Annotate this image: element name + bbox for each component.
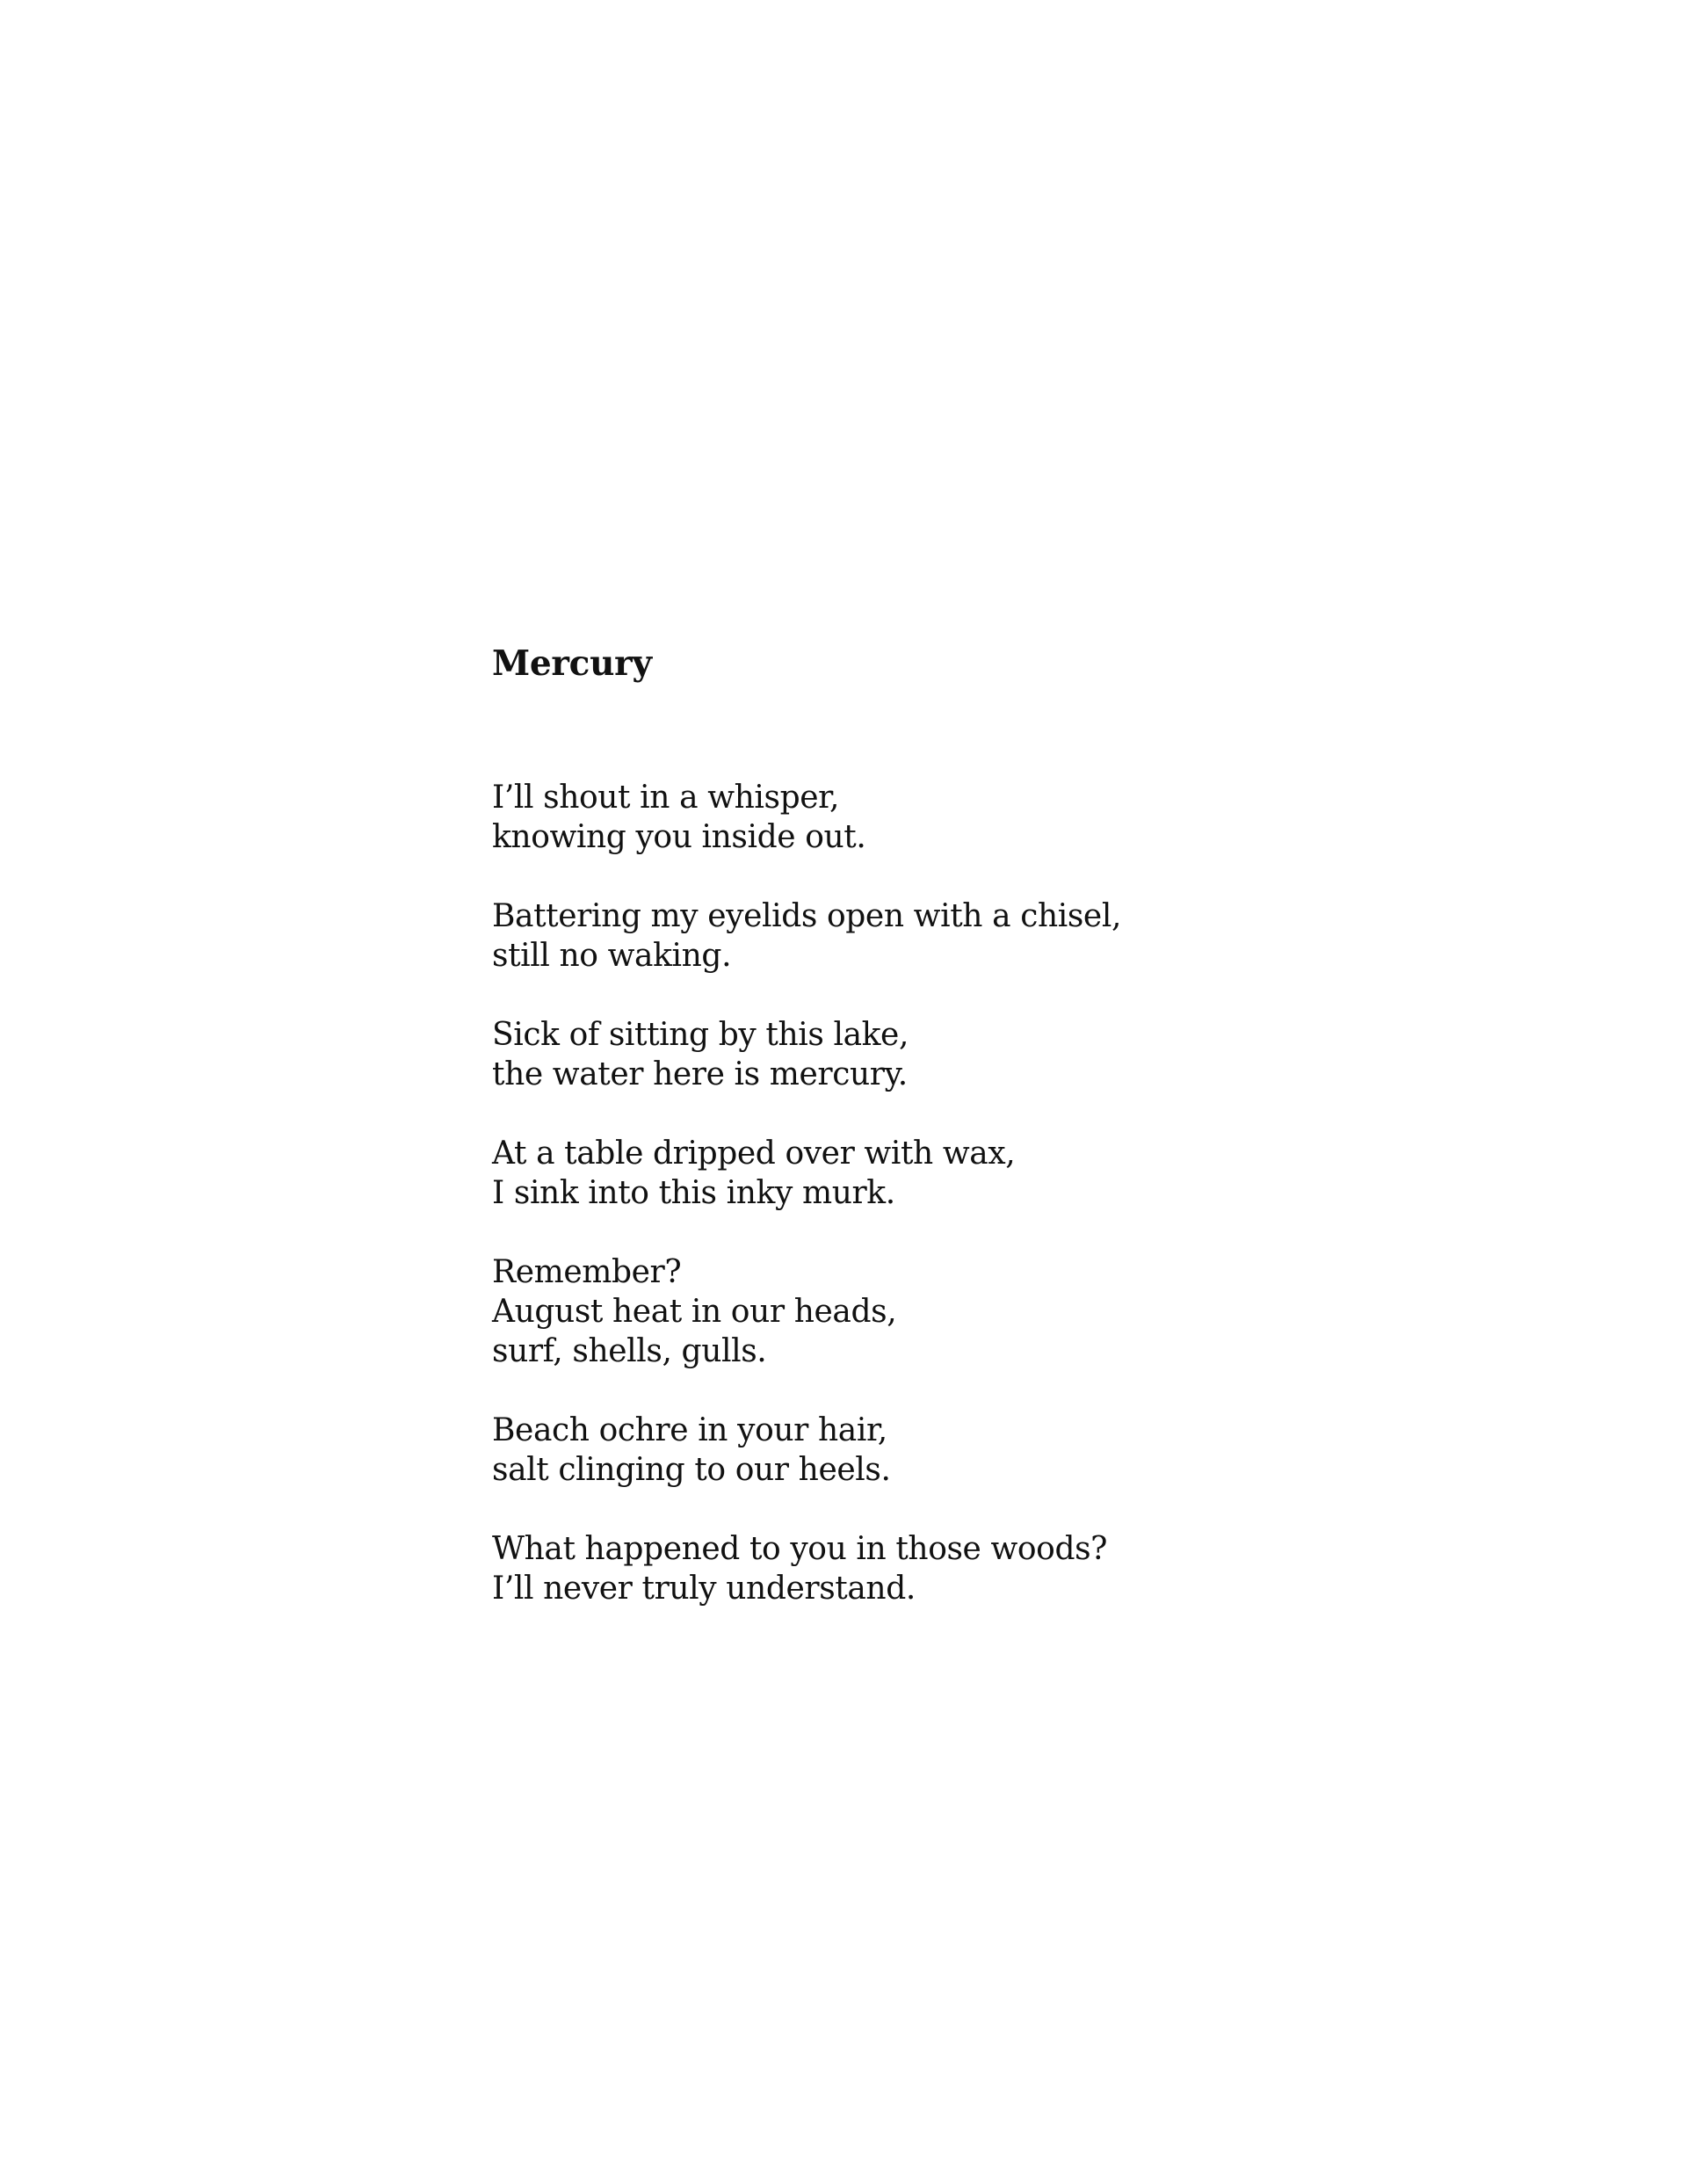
stanza-6 <box>492 1411 1371 1490</box>
poem-line: I’ll never truly understand. <box>492 1571 916 1607</box>
poem-line: Sick of sitting by this lake, <box>492 1017 909 1053</box>
stanza-7 <box>492 1529 1371 1608</box>
poem-line: I sink into this inky murk. <box>492 1175 895 1211</box>
poem-line: still no waking. <box>492 938 732 974</box>
poem-line: knowing you inside out. <box>492 819 866 855</box>
poem-line: Battering my eyelids open with a chisel, <box>492 898 1121 934</box>
poem <box>492 637 1371 1607</box>
poem-body <box>492 778 1371 1648</box>
poem-line: What happened to you in those woods? <box>492 1531 1108 1567</box>
stanza-1 <box>492 778 1371 857</box>
poem-line: salt clinging to our heels. <box>492 1452 891 1488</box>
poem-line: At a table dripped over with wax, <box>492 1136 1016 1172</box>
poem-line: the water here is mercury. <box>492 1056 908 1092</box>
poem-line: Beach ochre in your hair, <box>492 1412 887 1448</box>
poem-line: surf, shells, gulls. <box>492 1333 767 1369</box>
stanza-2 <box>492 896 1371 976</box>
stanza-3 <box>492 1015 1371 1094</box>
poem-line: August heat in our heads, <box>492 1294 897 1330</box>
stanza-4 <box>492 1134 1371 1213</box>
poem-line: I’ll shout in a whisper, <box>492 780 840 816</box>
poem-line: Remember? <box>492 1254 682 1290</box>
stanza-5 <box>492 1252 1371 1371</box>
poem-title: Mercury <box>492 643 652 684</box>
